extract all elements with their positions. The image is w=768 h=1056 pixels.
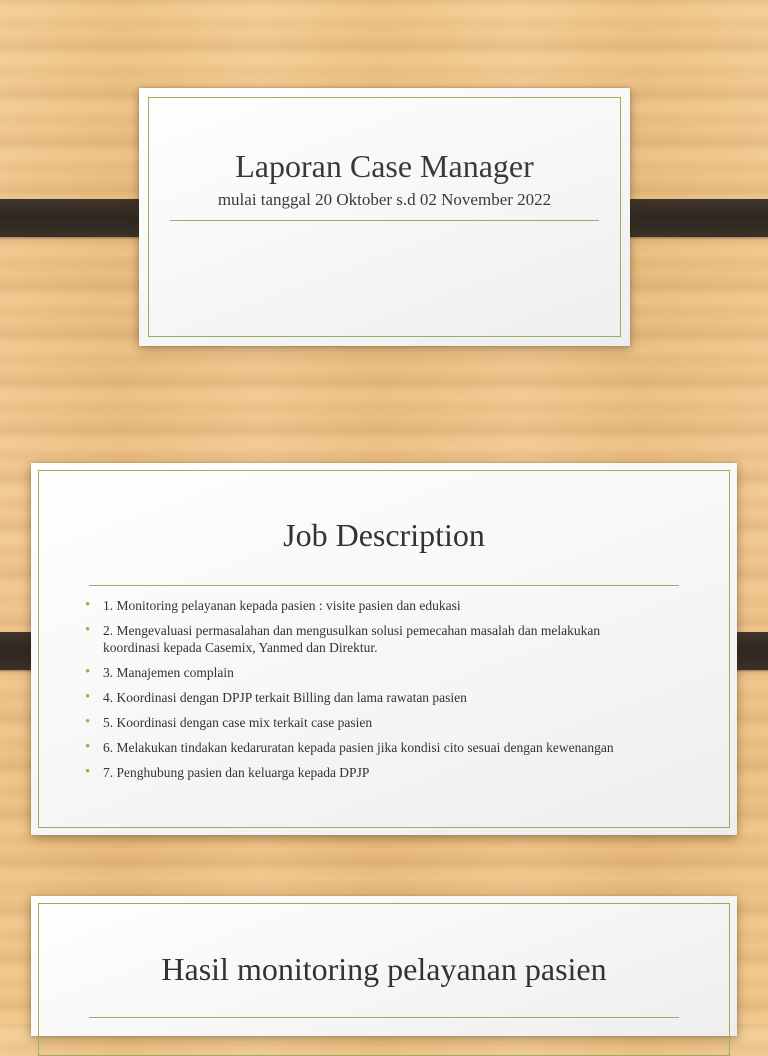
- job-description-list: [83, 597, 647, 789]
- decorative-band-left-2: [0, 632, 34, 670]
- slide-title: Job Description: [283, 517, 485, 553]
- title-slide[interactable]: [139, 88, 630, 346]
- slide-subtitle: mulai tanggal 20 Oktober s.d 02 November 2022: [217, 190, 552, 209]
- list-item: • 7. Penghubung pasien dan keluarga kepada DPJP: [83, 764, 647, 781]
- monitoring-slide[interactable]: [31, 896, 737, 1036]
- title-divider: [89, 1017, 679, 1018]
- decorative-band-right-1: [613, 199, 768, 237]
- job-description-slide[interactable]: [31, 463, 737, 835]
- title-divider: [170, 220, 599, 221]
- slide-title: Laporan Case Manager: [235, 148, 534, 184]
- list-item: • 6. Melakukan tindakan kedaruratan kepada pasien jika kondisi cito sesuai dengan kewenangan: [83, 739, 647, 756]
- list-item: • 5. Koordinasi dengan case mix terkait case pasien: [83, 714, 647, 731]
- list-item: • 2. Mengevaluasi permasalahan dan mengusulkan solusi pemecahan masalah dan melakukan koordinasi kepada Casemix, Yanmed dan Direktur.: [83, 622, 647, 656]
- slide-frame: [148, 97, 621, 337]
- title-divider: [89, 585, 679, 586]
- list-item: • 1. Monitoring pelayanan kepada pasien : visite pasien dan edukasi: [83, 597, 647, 614]
- decorative-band-left-1: [0, 199, 156, 237]
- list-item: • 4. Koordinasi dengan DPJP terkait Billing dan lama rawatan pasien: [83, 689, 647, 706]
- list-item: • 3. Manajemen complain: [83, 664, 647, 681]
- slide-title: Hasil monitoring pelayanan pasien: [161, 951, 607, 987]
